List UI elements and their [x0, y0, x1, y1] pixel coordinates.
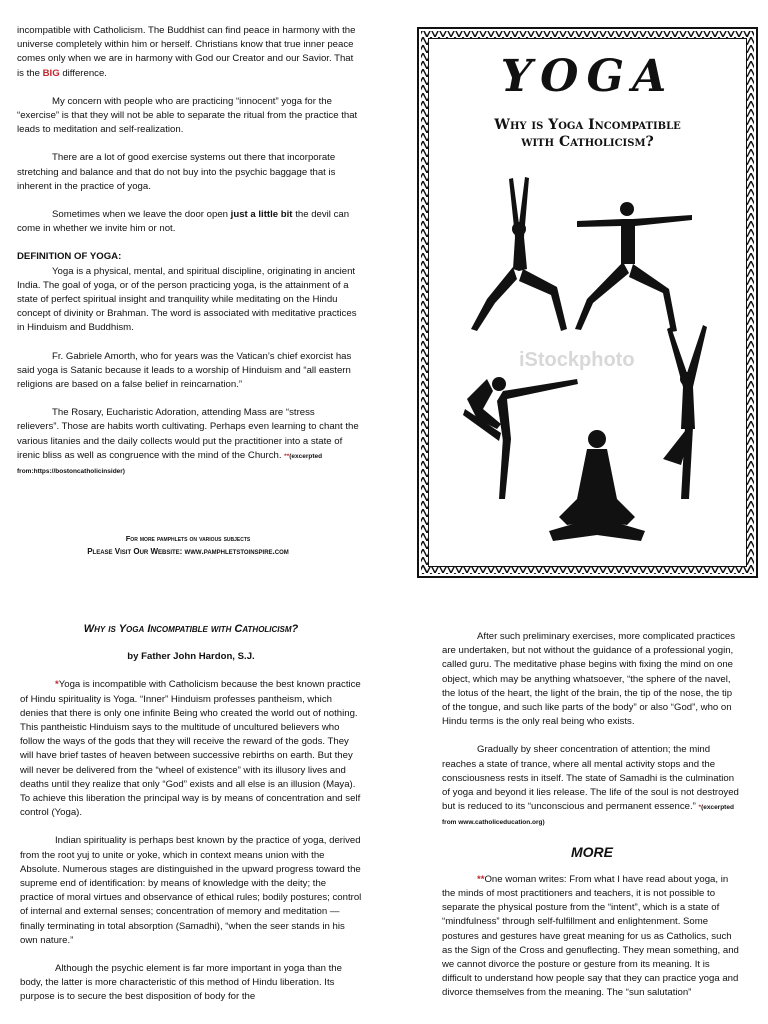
- paragraph: incompatible with Catholicism. The Buddhist can find peace in harmony with the universe completely within him or herself. Christians know that true inner peace comes only when we are in harmony with God our Creator and our Savior. That is the BIG difference.: [17, 25, 356, 79]
- yoga-figure-lotus: [549, 430, 645, 541]
- poster-title: YOGA: [500, 51, 675, 102]
- article-author: by Father John Hardon, S.J.: [127, 651, 255, 663]
- paragraph: Fr. Gabriele Amorth, who for years was the Vatican’s chief exorcist has said yoga is Satanic because it leads to a worship of Hinduism and “all eastern religions are based on a false belief in reincarnation.”: [17, 350, 352, 391]
- paragraph: There are a lot of good exercise systems out there that incorporate stretching and balance and that do not buy into the psychic baggage that is inherent in the practice of yoga.: [17, 152, 336, 192]
- yoga-figure-tree: [663, 325, 707, 499]
- top-left-column: [17, 24, 359, 493]
- paragraph: Sometimes when we leave the door open just a little bit the devil can come in whether we invite him or not.: [17, 209, 350, 235]
- footer: For more pamphlets on various subjects Please Visit Our Website: www.pamphletstoinspire.com: [87, 534, 289, 556]
- paragraph: After such preliminary exercises, more complicated practices are undertaken, but not without the guidance of a professional yogin, called guru. The meditative phase begins with fixing the mind on one object, which may be anything whatsoever, “the sphere of the navel, the lotus of the heart, the light of the brain, the tip of the nose, the tip of the tongue, and such like parts of the body” or also “God”, who on Hindu terms is the only real being who exists.: [442, 631, 736, 728]
- paragraph: Gradually by sheer concentration of attention; the mind reaches a state of trance, where all mental activity stops and the consciousness rests in itself. The state of Samadhi is the culmination of yoga and beyond it lies release. The life of the soul is not destroyed but is reduced to its “unconscious and permanent essence.” *(excerpted from www.catholiceducation.org): [442, 744, 739, 827]
- section-heading: DEFINITION OF YOGA:: [17, 251, 122, 263]
- yoga-figure-dancer: [463, 377, 578, 499]
- watermark: iStockphoto: [519, 349, 635, 371]
- yoga-figure-warrior: [471, 177, 567, 331]
- more-heading: MORE: [571, 843, 613, 860]
- source-citation: (excerpted from:https://bostoncatholicinsider): [17, 452, 323, 476]
- paragraph: *Yoga is incompatible with Catholicism because the best known practice of Hindu spirituality is Yoga. “Inner” Hinduism professes pantheism, which denies that there is only one infinite Being who created the world out of nothing. This pantheistic Hinduism says to the multitude of uncultured believers who follow the ways of the gods that they will receive the reward of the gods. They will have brief tastes of heaven between successive rebirths on earth. But they will never be delivered from the “wheel of existence” with its illusory lives and deaths until they realize that only “God” exists and all else is an illusion (Maya). To achieve this liberation the principal way is by means of concentration and self control (Yoga).: [20, 679, 361, 819]
- bottom-left-column: [20, 622, 362, 1019]
- big-emphasis: BIG: [42, 67, 60, 79]
- paragraph: **One woman writes: From what I have read about yoga, in the minds of most practitioners and teachers, it is not possible to separate the physical posture from the “intent”, which is a state of “mindfulness” through self-fulfillment and enlightenment. Some postures and gestures have great meaning for us as Catholics, such as the Sign of the Cross and genuflecting. They mean something, and we cannot divorce the posture or gesture from its meaning. It is difficult to understand how people say that they can practice yoga and divorce themselves from the meaning. The “sun salutation”: [442, 873, 739, 999]
- paragraph: My concern with people who are practicing “innocent” yoga for the “exercise” is that they will not be able to separate the ritual from the practice that leads to meditation and self-realization.: [17, 95, 358, 136]
- source-citation: (excerpted from www.catholiceducation.org): [442, 804, 734, 827]
- bottom-right-column: [442, 630, 742, 1015]
- yoga-figure-warrior-two: [575, 202, 692, 332]
- article-title: Why is Yoga Incompatible with Catholicism?: [83, 623, 299, 635]
- poster-subtitle: Why is Yoga Incompatible with Catholicism?: [494, 117, 681, 150]
- paragraph: The Rosary, Eucharistic Adoration, attending Mass are “stress relievers”. Those are habits worth cultivating. Perhaps even learning to chant the various litanies and the daily collects would put the practitioner into a state of irenic bliss as well as congruence with the mind of the Church. **(excerpted from:https://bostoncatholicinsider): [17, 407, 359, 476]
- paragraph: Although the psychic element is far more important in yoga than the body, the latter is more characteristic of this method of Hindu liberation. Its purpose is to secure the best disposition of body for the: [20, 963, 342, 1003]
- paragraph: Yoga is a physical, mental, and spiritual discipline, originating in ancient India. The goal of yoga, or of the person practicing yoga, is the attainment of a state of perfect spiritual insight and tranquility while meditating on the Hindu concept of divinity or Brahman. The word is associated with meditative practices in Hinduism and Buddhism.: [17, 265, 357, 334]
- yoga-poster: [417, 27, 758, 578]
- paragraph: Indian spirituality is perhaps best known by the practice of yoga, derived from the root yuj to unite or yoke, which in context means union with the Absolute. Numerous stages are distinguished in the upward progress toward the supreme end of identification: by means of knowledge with the deity; the practice of moral virtues and observance of ethical rules; bodily postures; control of internal and external senses; concentration of memory and meditation — finally terminating in total absorption (Samadhi), “when the seer stands in his own nature.”: [20, 835, 362, 946]
